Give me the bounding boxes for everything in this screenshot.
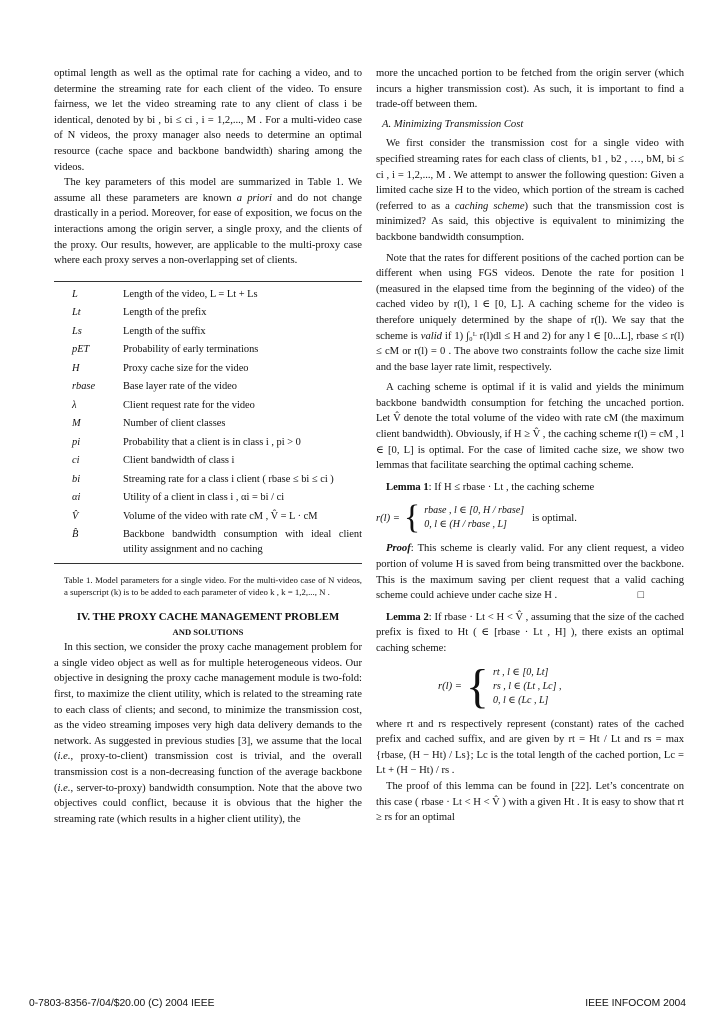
parameter-description: Client bandwidth of class i xyxy=(123,455,235,467)
section-paragraph: In this section, we consider the proxy cache management problem for a single video object as well as for multiple heterogeneous videos. Our objective in designing the proxy cache management module is two-fold: first, to maximize the client utility, which is related to the streaming rate to each class of clients; and second, to minimize the transmission cost, as the video streaming imposes very high data delivery demands to the network. As suggested in previous studies [3], we assume that the local (i.e., proxy-to-client) transmission cost is trivial, and the overall transmission cost is a non-decreasing function of the average backbone (i.e., server-to-proxy) bandwidth consumption. Note that the above two objectives could conflict, because it is obvious that the higher the streaming rate (which results in a higher client utility), the xyxy=(54,642,362,825)
parameter-symbol: L xyxy=(54,281,123,304)
proof-paragraph: Proof: This scheme is clearly valid. For any client request, a video portion of volume H is saved from being transmitted over the backbone. This is the maximum saving per client request that a valid caching scheme could achieve under cache size H . □ xyxy=(376,541,684,603)
lemma-2-case-1: rt , l ∈ [0, Lt] xyxy=(492,666,549,678)
table-row xyxy=(54,415,362,434)
lemma-2-equation: r(l) = { rt , l ∈ [0, Lt] rs , l ∈ (Lt , Lc] , 0, l ∈ (Lc , L] xyxy=(438,659,562,713)
table-caption: Table 1. Model parameters for a single video. For the multi-video case of N videos, a superscript (k) is to be added to each parameter of video k , k = 1,2,..., N . xyxy=(64,575,362,597)
parameter-symbol: Lt xyxy=(72,307,81,319)
parameter-description: Length of the video, L = Lt + Ls xyxy=(123,281,362,304)
lemma-1-equation: r(l) = { rbase , l ∈ [0, H / rbase] 0, l ∈ (H / rbase , L] is optimal. xyxy=(376,499,577,537)
parameter-description: Length of the prefix xyxy=(123,307,207,319)
table-row xyxy=(54,434,362,453)
parameter-description: Base layer rate of the video xyxy=(123,381,237,393)
parameter-description: Number of client classes xyxy=(123,418,226,430)
proof-reference-paragraph: The proof of this lemma can be found in [22]. Let’s concentrate on this case ( rbase · Lt < H < V̂ ) with a given Ht . It is easy to show that rt ≥ rs for an optimal xyxy=(376,780,684,824)
lemma-2-case-2: rs , l ∈ (Lt , Lc] , xyxy=(492,680,562,692)
table-row xyxy=(54,281,362,304)
lemma-1-case-1: rbase , l ∈ [0, H / rbase] xyxy=(424,505,525,517)
rates-definition-paragraph: where rt and rs respectively represent (constant) rates of the cached prefix and cached suffix, and are given by rt = Ht / Lt and rs = max {rbase, (H − Ht) / Ls}; Lc is the total length of the cached portion, Lc = Lt + (H − Ht) / rs . xyxy=(376,718,684,777)
table-row xyxy=(54,489,362,508)
parameter-symbol: pET xyxy=(72,344,90,356)
intro-paragraph: optimal length as well as the optimal rate for caching a video, and to determine the streaming rate for each client of the video. To ensure fairness, we let the video streaming rate to any client of class i be identical, denoted by bi , bi ≤ ci , i = 1,2,..., M . For a multi-video case of N videos, the proxy manager also needs to determine an optimal resource (cache space and backbone bandwidth) sharing among the videos. xyxy=(54,68,362,173)
right-column xyxy=(376,66,684,826)
left-column xyxy=(54,66,362,827)
lemma-1: Lemma 1: If H ≤ rbase · Lt , the caching scheme xyxy=(386,481,595,493)
lemma-2: Lemma 2: If rbase · Lt < H < V̂ , assuming that the size of the cached prefix is fixed to Ht ( ∈ [rbase · Lt , H] ), there exists an optimal caching scheme: xyxy=(376,611,684,654)
rates-paragraph: Note that the rates for different positions of the cached portion can be different when using FGS videos. Denote the rate for position l (measured in the elapsed time from the beginning of the video) of the cached video by r(l), l ∈ [0, L]. A caching scheme for the video is therefore uniquely determined by the shape of r(l). We say that the scheme is valid if 1) ∫₀ᴸ r(l)dl ≤ H and 2) for any l ∈ [0...L], rbase ≤ r(l) ≤ cM or r(l) = 0 . The above two constraints follow the cache size limit and the base layer rate limit, respectively. xyxy=(376,252,684,373)
left-brace: { xyxy=(465,659,489,713)
parameter-description: Backbone bandwidth consumption with ideal client utility assignment and no caching xyxy=(123,526,362,564)
section-heading: IV. THE PROXY CACHE MANAGEMENT PROBLEM AND SOLUTIONS xyxy=(76,611,340,638)
parameter-symbol: pi xyxy=(72,436,81,448)
parameter-symbol: rbase xyxy=(72,381,96,393)
parameter-description: Probability that a client is in class i , pi > 0 xyxy=(123,436,301,448)
table-row xyxy=(54,341,362,360)
parameter-description: Probability of early terminations xyxy=(123,344,259,356)
parameter-description: Length of the suffix xyxy=(123,325,206,337)
table-row xyxy=(54,526,362,564)
parameter-symbol: M xyxy=(72,418,81,430)
parameter-description: Client request rate for the video xyxy=(123,399,255,411)
parameter-symbol: ci xyxy=(72,455,80,467)
lemma-1-case-2: 0, l ∈ (H / rbase , L] xyxy=(424,519,507,531)
optimal-scheme-paragraph: A caching scheme is optimal if it is valid and yields the minimum backbone bandwidth consumption for fetching the uncached portion. Let V̂ denote the total volume of the video with rate cM (the maximum client bandwidth). Obviously, if H ≥ V̂ , the caching scheme r(l) = cM , l ∈ [0, L] is optimal. For the case of limited cache size, we show two lemmas that facilitate searching the optimal caching scheme. xyxy=(376,382,684,472)
parameter-description: Proxy cache size for the video xyxy=(123,362,249,374)
footer-copyright: 0-7803-8356-7/04/$20.00 (C) 2004 IEEE xyxy=(29,998,215,1009)
parameter-symbol: αi xyxy=(72,492,81,504)
table-row xyxy=(54,360,362,379)
lemma-2-case-3: 0, l ∈ (Lc , L] xyxy=(492,694,549,706)
table-row xyxy=(54,471,362,490)
table-row xyxy=(54,378,362,397)
table-row xyxy=(54,304,362,323)
parameter-symbol: H xyxy=(72,362,80,374)
table-row xyxy=(54,452,362,471)
parameter-symbol: λ xyxy=(72,399,77,411)
footer-conference: IEEE INFOCOM 2004 xyxy=(585,998,686,1009)
parameter-description: Utility of a client in class i , αi = bi / ci xyxy=(123,492,285,504)
parameter-symbol: V̂ xyxy=(72,510,79,522)
left-brace: { xyxy=(403,499,421,537)
table-row xyxy=(54,397,362,416)
parameter-symbol: B̂ xyxy=(54,526,123,564)
parameter-table xyxy=(54,281,362,565)
key-parameters-paragraph: The key parameters of this model are summarized in Table 1. We assume all these parameters are known a priori and do not change drastically in a period. Moreover, for ease of exposition, we focus on the interactions among the origin server, a single proxy, and the clients of the proxy. Our results, however, are applicable to the multi-proxy case where each proxy serves a non-overlapping set of clients. xyxy=(54,177,362,267)
table-row xyxy=(54,508,362,527)
qed-symbol: □ xyxy=(637,590,644,602)
parameter-description: Volume of the video with rate cM , V̂ = L · cM xyxy=(123,510,318,522)
continuation-paragraph: more the uncached portion to be fetched from the origin server (which incurs a higher transmission cost). As such, it is important to find a trade-off between them. xyxy=(376,68,684,111)
parameter-description: Streaming rate for a class i client ( rbase ≤ bi ≤ ci ) xyxy=(123,473,334,485)
parameter-symbol: Ls xyxy=(72,325,82,337)
parameter-symbol: bi xyxy=(72,473,81,485)
subsection-heading: A. Minimizing Transmission Cost xyxy=(382,118,524,130)
transmission-cost-paragraph: We first consider the transmission cost for a single video with specified streaming rates for each class of clients, b1 , b2 , …, bM, bi ≤ ci , i = 1,2,..., M . We attempt to answer the following question: Given a limited cache size H to the video, which portion of the stream is cached (referred to as a caching scheme) such that the transmission cost is minimized? As said, this objective is equivalent to minimizing the backbone bandwidth consumption. xyxy=(376,138,684,243)
table-row xyxy=(54,323,362,342)
